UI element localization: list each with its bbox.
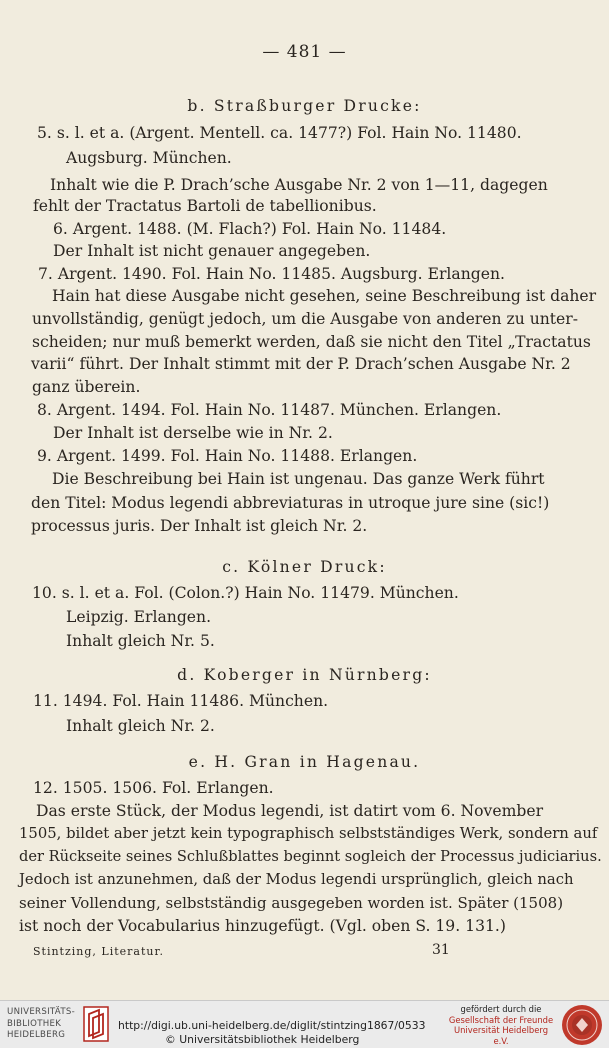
footer-sheet-number: 31 [432, 942, 450, 958]
entry-6: 6. Argent. 1488. (M. Flach?) Fol. Hain No. 11484. [53, 220, 447, 238]
text-line: den Titel: Modus legendi abbreviaturas in utroque jure sine (sic!) [31, 494, 550, 512]
entry-5: 5. s. l. et a. (Argent. Mentell. ca. 1477?) Fol. Hain No. 11480. [37, 124, 522, 142]
library-logo-icon [83, 1006, 109, 1042]
text-line: Das erste Stück, der Modus legendi, ist datirt vom 6. November [36, 802, 544, 820]
text-line: fehlt der Tractatus Bartoli de tabellionibus. [33, 197, 377, 215]
entry-7: 7. Argent. 1490. Fol. Hain No. 11485. Augsburg. Erlangen. [38, 265, 505, 283]
entry-10-libraries: Leipzig. Erlangen. [66, 608, 212, 626]
text-line: ganz überein. [32, 378, 141, 396]
text-line: Inhalt wie die P. Drach’sche Ausgabe Nr. 2 von 1—11, dagegen [50, 176, 548, 194]
entry-10: 10. s. l. et a. Fol. (Colon.?) Hain No. 11479. München. [32, 584, 459, 602]
sponsor-credit: gefördert durch die Gesellschaft der Freunde Universität Heidelberg e.V. [448, 1004, 554, 1046]
text-line: 1505, bildet aber jetzt kein typographisch selbstständiges Werk, sondern auf [19, 825, 598, 842]
society-seal-icon [560, 1003, 604, 1047]
text-line: scheiden; nur muß bemerkt werden, daß sie nicht den Titel „Tractatus [32, 333, 591, 351]
text-line: ist noch der Vocabularius hinzugefügt. (Vgl. oben S. 19. 131.) [19, 917, 506, 935]
permalink-url[interactable]: http://digi.ub.uni-heidelberg.de/diglit/stintzing1867/0533 [118, 1019, 426, 1032]
text-line: Die Beschreibung bei Hain ist ungenau. Das ganze Werk führt [52, 470, 545, 488]
page-number: — 481 — [262, 42, 347, 62]
footer-signature-name: Stintzing, Literatur. [33, 945, 165, 958]
text-line: Hain hat diese Ausgabe nicht gesehen, seine Beschreibung ist daher [52, 287, 597, 305]
text-line: varii“ führt. Der Inhalt stimmt mit der P. Drach’schen Ausgabe Nr. 2 [31, 355, 571, 373]
university-name: UNIVERSITÄTS- BIBLIOTHEK HEIDELBERG [7, 1007, 76, 1040]
text-line: Der Inhalt ist nicht genauer angegeben. [53, 242, 371, 260]
section-heading-d: d. Koberger in Nürnberg: [177, 666, 432, 684]
entry-11: 11. 1494. Fol. Hain 11486. München. [33, 692, 329, 710]
entry-8: 8. Argent. 1494. Fol. Hain No. 11487. München. Erlangen. [37, 401, 502, 419]
section-heading-b: b. Straßburger Drucke: [187, 97, 422, 115]
text-line: der Rückseite seines Schlußblattes beginnt sogleich der Processus judiciarius. [19, 848, 602, 865]
text-line: seiner Vollendung, selbstständig ausgegeben worden ist. Später (1508) [19, 894, 564, 912]
text-line: Inhalt gleich Nr. 2. [66, 717, 215, 735]
text-line: processus juris. Der Inhalt ist gleich Nr. 2. [31, 517, 368, 535]
text-line: Der Inhalt ist derselbe wie in Nr. 2. [53, 424, 333, 442]
text-line: unvollständig, genügt jedoch, um die Ausgabe von anderen zu unter- [32, 310, 579, 328]
text-line: Inhalt gleich Nr. 5. [66, 632, 215, 650]
section-heading-e: e. H. Gran in Hagenau. [188, 753, 421, 771]
text-line: Jedoch ist anzunehmen, daß der Modus legendi ursprünglich, gleich nach [19, 871, 574, 888]
viewer-footer-bar [0, 1000, 609, 1048]
entry-9: 9. Argent. 1499. Fol. Hain No. 11488. Erlangen. [37, 447, 418, 465]
entry-12: 12. 1505. 1506. Fol. Erlangen. [33, 779, 274, 797]
section-heading-c: c. Kölner Druck: [222, 558, 387, 576]
entry-5-libraries: Augsburg. München. [66, 149, 232, 167]
copyright-notice: © Universitätsbibliothek Heidelberg [165, 1033, 360, 1046]
